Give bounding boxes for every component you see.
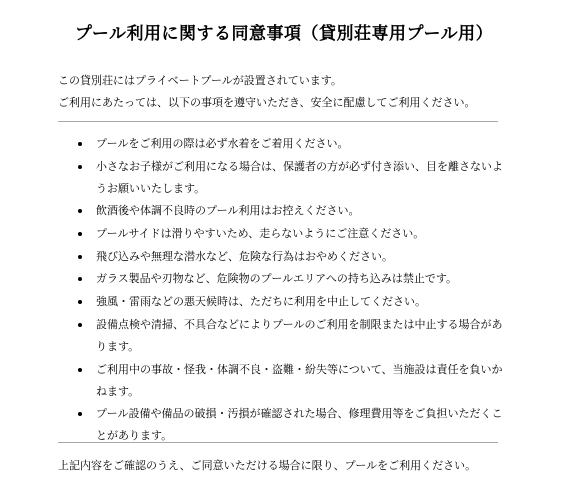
rule-text: プール設備や備品の破損・汚損が確認された場合、修理費用等をご負担いただくことがあります。 — [96, 407, 503, 443]
list-item — [78, 223, 508, 245]
bullet-icon — [78, 142, 82, 146]
rule-text: ガラス製品や刃物など、危険物のプールエリアへの持ち込みは禁止です。 — [96, 272, 458, 286]
bullet-icon — [78, 323, 82, 327]
list-item — [78, 359, 508, 403]
bullet-icon — [78, 412, 82, 416]
divider-bottom — [58, 442, 498, 443]
rule-text: 強風・雷雨などの悪天候時は、ただちに利用を中止してください。 — [96, 295, 426, 309]
rule-text: プールサイドは滑りやすいため、走らないようにご注意ください。 — [96, 227, 425, 241]
rules-list — [78, 133, 508, 448]
bullet-icon — [78, 368, 82, 372]
list-item — [78, 156, 508, 200]
rule-text: 飛び込みや無理な潜水など、危険な行為はおやめください。 — [96, 249, 393, 263]
rule-text: ご利用中の事故・怪我・体調不良・盗難・紛失等について、当施設は責任を負いかねます。 — [96, 362, 503, 398]
bullet-icon — [78, 209, 82, 213]
intro-section — [58, 70, 476, 114]
intro-line: この貸別荘にはプライベートプールが設置されています。 — [58, 74, 342, 87]
rule-text: プールをご利用の際は必ず水着をご着用ください。 — [96, 137, 349, 150]
bullet-icon — [78, 300, 82, 304]
list-item — [78, 133, 508, 155]
bullet-icon — [78, 277, 82, 281]
list-item — [78, 314, 508, 358]
list-item — [78, 200, 508, 222]
divider-top — [58, 121, 498, 122]
list-item — [78, 291, 508, 313]
list-item — [78, 246, 508, 268]
list-item — [78, 268, 508, 290]
document-title: プール利用に関する同意事項（貸別荘専用プール用） — [74, 24, 494, 45]
footer-note: 上記内容をご確認のうえ、ご同意いただける場合に限り、プールをご利用ください。 — [58, 459, 477, 472]
intro-line: ご利用にあたっては、以下の事項を遵守いただき、安全に配慮してご利用ください。 — [58, 96, 476, 109]
bullet-icon — [78, 165, 82, 169]
list-item — [78, 403, 508, 447]
rule-text: 小さなお子様がご利用になる場合は、保護者の方が必ず付き添い、目を離さないようお願いいたします。 — [96, 159, 503, 195]
bullet-icon — [78, 255, 82, 259]
rule-text: 設備点検や清掃、不具合などによりプールのご利用を制限または中止する場合があります。 — [96, 317, 503, 353]
bullet-icon — [78, 232, 82, 236]
rule-text: 飲酒後や体調不良時のプール利用はお控えください。 — [96, 204, 360, 218]
